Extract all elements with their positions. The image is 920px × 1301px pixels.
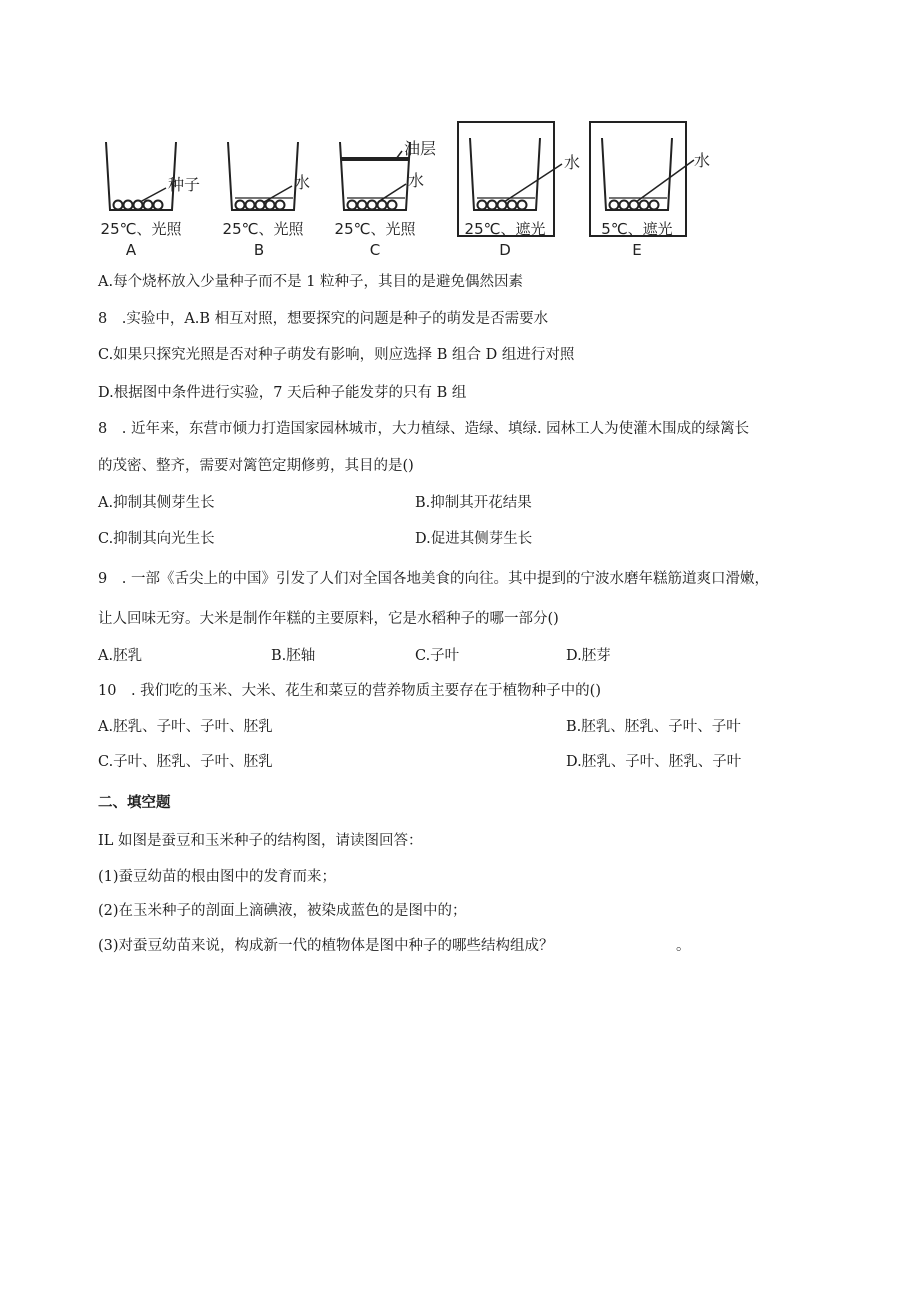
beaker-d	[458, 122, 562, 236]
label-water-c: 水	[408, 171, 425, 190]
q9-stem-line1: 9 . 一部《舌尖上的中国》引发了人们对全国各地美食的向往。其中提到的宁波水磨年糕筋道爽口滑嫩，	[98, 571, 769, 587]
q11-answer-end-mark: 。	[676, 938, 691, 954]
caption-letter-b: B	[253, 241, 265, 259]
label-water-b: 水	[294, 173, 311, 192]
q8-option-d: D.促进其侧芽生长	[415, 531, 533, 547]
label-water-d: 水	[564, 153, 581, 172]
caption-condition-e: 5℃、遮光	[601, 220, 673, 238]
q9-option-c: C.子叶	[415, 648, 460, 664]
section-title-fill-in: 二、填空题	[98, 795, 171, 811]
label-seed: 种子	[168, 175, 201, 194]
q11-subquestion-2: (2)在玉米种子的剖面上滴碘液，被染成蓝色的是图中的；	[98, 903, 467, 919]
caption-letter-e: E	[632, 241, 642, 259]
q10-option-b: B.胚乳、胚乳、子叶、子叶	[566, 719, 741, 735]
q7-option-a: A.每个烧杯放入少量种子而不是 1 粒种子，其目的是避免偶然因素	[98, 274, 524, 290]
q8-stem-line2: 的茂密、整齐，需要对篱笆定期修剪，其目的是()	[98, 458, 414, 474]
caption-condition-a: 25℃、光照	[100, 220, 182, 238]
q10-option-a: A.胚乳、子叶、子叶、胚乳	[98, 719, 273, 735]
caption-condition-c: 25℃、光照	[334, 220, 416, 238]
beaker-c	[340, 142, 410, 210]
q7-option-b: 8 .实验中，A.B 相互对照，想要探究的问题是种子的萌发是否需要水	[98, 311, 549, 327]
beaker-b	[228, 142, 298, 210]
q7-option-d: D.根据图中条件进行实验，7 天后种子能发芽的只有 B 组	[98, 385, 467, 401]
beaker-a	[106, 142, 176, 210]
caption-letter-a: A	[125, 241, 137, 259]
q9-option-b: B.胚轴	[271, 648, 316, 664]
caption-letter-c: C	[369, 241, 381, 259]
caption-letter-d: D	[499, 241, 511, 259]
q8-option-c: C.抑制其向光生长	[98, 531, 215, 547]
label-water-e: 水	[694, 151, 711, 170]
q9-stem-line2: 让人回味无穷。大米是制作年糕的主要原料，它是水稻种子的哪一部分()	[98, 611, 559, 627]
label-oil-layer: 油层	[404, 139, 437, 158]
q11-stem: IL 如图是蚕豆和玉米种子的结构图，请读图回答：	[98, 833, 423, 849]
beaker-e	[590, 122, 694, 236]
q11-subquestion-3: (3)对蚕豆幼苗来说，构成新一代的植物体是图中种子的哪些结构组成？	[98, 938, 554, 954]
q9-option-d: D.胚芽	[566, 648, 611, 664]
q7-option-c: C.如果只探究光照是否对种子萌发有影响，则应选择 B 组合 D 组进行对照	[98, 347, 575, 363]
caption-condition-d: 25℃、遮光	[464, 220, 546, 238]
q10-stem: 10 . 我们吃的玉米、大米、花生和菜豆的营养物质主要存在于植物种子中的()	[98, 683, 601, 699]
q11-subquestion-1: (1)蚕豆幼苗的根由图中的发育而来；	[98, 869, 337, 885]
seed-germination-experiment-figure	[96, 116, 711, 262]
q10-option-c: C.子叶、胚乳、子叶、胚乳	[98, 754, 273, 770]
q8-option-b: B.抑制其开花结果	[415, 495, 532, 511]
q8-option-a: A.抑制其侧芽生长	[98, 495, 215, 511]
q9-option-a: A.胚乳	[98, 648, 143, 664]
q10-option-d: D.胚乳、子叶、胚乳、子叶	[566, 754, 742, 770]
q8-stem-line1: 8 . 近年来，东营市倾力打造国家园林城市，大力植绿、造绿、填绿. 园林工人为使灌木围成的绿篱长	[98, 421, 750, 437]
caption-condition-b: 25℃、光照	[222, 220, 304, 238]
